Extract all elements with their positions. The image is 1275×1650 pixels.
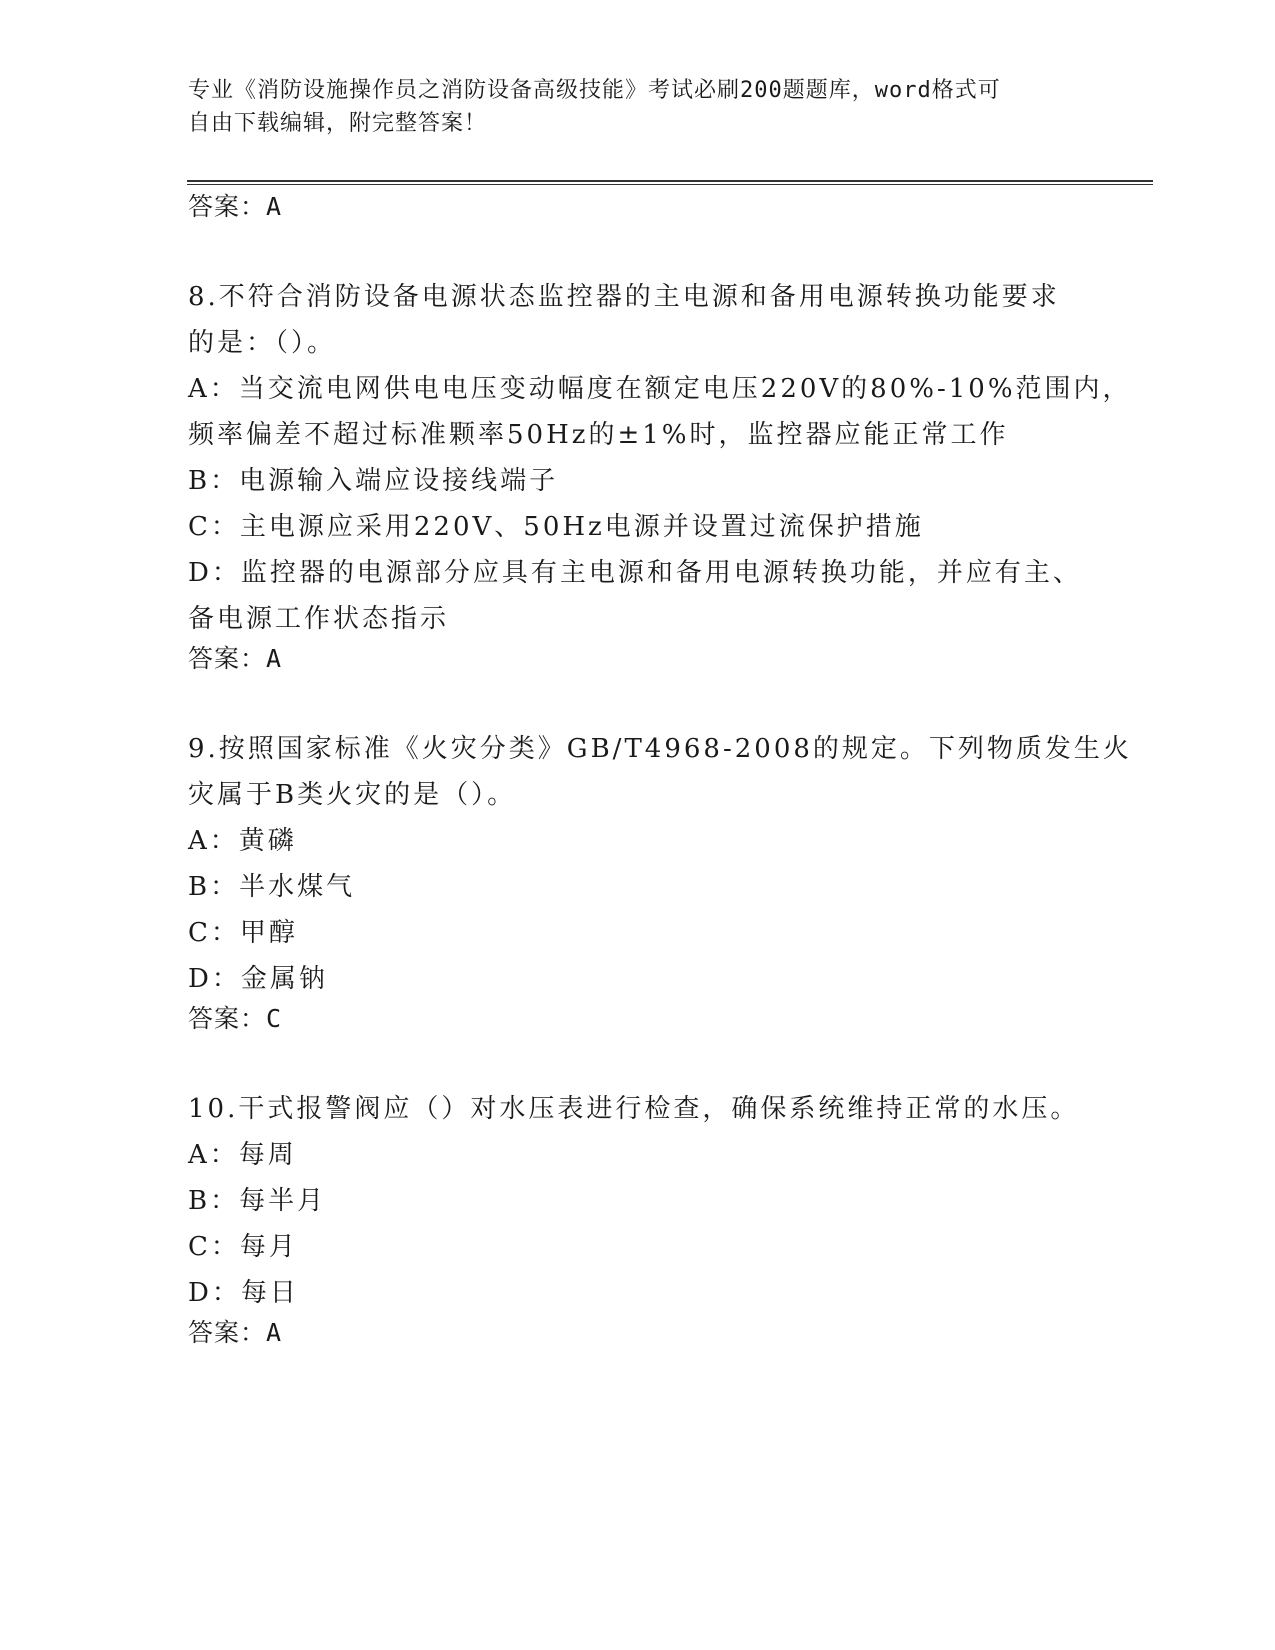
question-stem-line: 9.按照国家标准《火灾分类》GB/T4968-2008的规定。下列物质发生火 — [188, 734, 1132, 764]
header-rule-thick — [187, 180, 1153, 182]
header-line-1: 专业《消防设施操作员之消防设备高级技能》考试必刷200题题库，word格式可 — [188, 78, 1001, 103]
option-d: D：每日 — [188, 1278, 299, 1308]
answer: 答案：C — [188, 1004, 283, 1033]
answer: 答案：A — [188, 1318, 283, 1347]
document-body — [188, 190, 1132, 1350]
option-d-line: D：监控器的电源部分应具有主电源和备用电源转换功能，并应有主、 — [188, 558, 1082, 588]
question-8 — [188, 274, 1132, 676]
page-header — [188, 74, 1068, 140]
option-b: B：电源输入端应设接线端子 — [188, 466, 559, 496]
answer: 答案：A — [188, 644, 283, 673]
option-c: C：主电源应采用220V、50Hz电源并设置过流保护措施 — [188, 512, 924, 542]
header-rule-thin — [187, 184, 1153, 185]
option-d-line: 备电源工作状态指示 — [188, 604, 450, 634]
option-b: B：半水煤气 — [188, 872, 356, 902]
option-a-line: A：当交流电网供电电压变动幅度在额定电压220V的80%-10%范围内， — [188, 374, 1132, 404]
question-stem-line: 的是：（）。 — [188, 328, 337, 358]
option-d: D：金属钠 — [188, 964, 328, 994]
option-a: A：每周 — [188, 1140, 297, 1170]
question-10 — [188, 1086, 1088, 1350]
option-c: C：每月 — [188, 1232, 298, 1262]
question-stem-line: 10.干式报警阀应（）对水压表进行检查，确保系统维持正常的水压。 — [188, 1094, 1080, 1124]
previous-answer: 答案：A — [188, 192, 283, 221]
header-line-2: 自由下载编辑，附完整答案！ — [188, 111, 488, 136]
option-a-line: 频率偏差不超过标准颗率50Hz的±1%时，监控器应能正常工作 — [188, 420, 1009, 450]
option-b: B：每半月 — [188, 1186, 327, 1216]
question-stem-line: 8.不符合消防设备电源状态监控器的主电源和备用电源转换功能要求 — [188, 282, 1060, 312]
option-c: C：甲醇 — [188, 918, 298, 948]
question-stem-line: 灾属于B类火灾的是（）。 — [188, 780, 517, 810]
option-a: A：黄磷 — [188, 826, 297, 856]
question-9 — [188, 726, 1132, 1036]
